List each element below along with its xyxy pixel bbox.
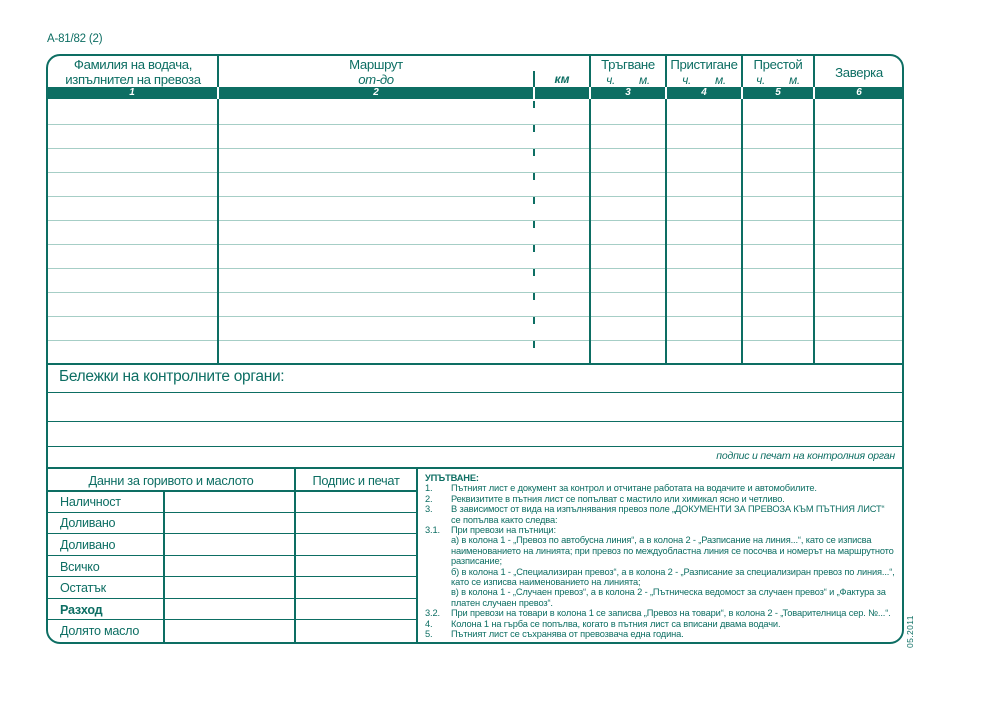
grid-vline: [589, 56, 591, 87]
grid-vline: [665, 99, 667, 363]
section-divider: [47, 363, 903, 365]
notes-signature-caption: подпис и печат на контролния орган: [716, 450, 895, 462]
edition-marking: 05.2011: [905, 615, 915, 648]
header-driver-column: [48, 58, 218, 87]
instruction-item-3: [425, 504, 896, 525]
driver-col-line2: изпълнител на превоза: [65, 71, 201, 87]
band-km-segment: [535, 87, 589, 99]
grid-vline-dashed: [533, 101, 535, 363]
instructions-title: УПЪТВАНЕ:: [425, 473, 479, 483]
notes-line: [48, 392, 902, 393]
header-departure-column: [591, 58, 665, 87]
grid-vline: [741, 99, 743, 363]
fuel-table-header: Данни за горивото и маслото: [88, 473, 254, 488]
grid-vline: [589, 99, 591, 363]
instruction-number: 3.2.: [425, 608, 440, 619]
instruction-text: а) в колона 1 - „Превоз по автобусна линия“, а в колона 2 - „Разписание на линия...“, като се изписва наименованието на линията; при превоз по междуобластна линия се посочва и номерът на маршрутното разписание;: [451, 535, 894, 567]
instruction-text: Пътният лист е документ за контрол и отчитане работата на водачите и автомобилите.: [451, 483, 817, 494]
instruction-text: б) в колона 1 - „Специализиран превоз“, а в колона 2 - „Разписание за специализиран превоз по линия...“, като се изписва наименованието на линията;: [451, 566, 895, 588]
fuel-row-refill-2: Доливано: [60, 537, 116, 552]
instruction-number: 5.: [425, 629, 433, 640]
instruction-item-2: [425, 494, 896, 504]
fuel-rows: [47, 491, 163, 642]
minutes-label: м.: [714, 72, 726, 87]
route-col-line2: от-до: [358, 71, 394, 87]
form-code: А-81/82 (2): [47, 33, 103, 45]
instruction-item-1: [425, 483, 896, 493]
instruction-text: Колона 1 на гърба се попълва, когато в пътния лист са вписани двама водачи.: [451, 618, 781, 629]
header-km-column: км: [554, 72, 570, 86]
notes-title: Бележки на контролните органи:: [59, 368, 285, 385]
hours-label: ч.: [756, 72, 765, 87]
header-stay-column: [743, 58, 813, 87]
row-line: [48, 340, 902, 341]
band-number-2: 2: [219, 87, 533, 99]
row-line: [48, 196, 902, 197]
hours-label: ч.: [606, 72, 615, 87]
fuel-row-added-oil: Долято масло: [60, 624, 140, 639]
band-number-6: 6: [815, 87, 903, 99]
instruction-item-3-1: [425, 525, 896, 535]
hours-label: ч.: [682, 72, 691, 87]
instruction-text: В зависимост от вида на изпълнявания превоз поле „ДОКУМЕНТИ ЗА ПРЕВОЗА КЪМ ПЪТНИЯ ЛИСТ“ се попълва както следва:: [451, 504, 885, 525]
header-arrival-column: [667, 58, 741, 87]
instruction-text: При превози на товари в колона 1 се записва „Превоз на товари“, в колона 2 - „Товарителница сер. №...“.: [451, 608, 891, 619]
grid-vline: [741, 56, 743, 87]
band-number-5: 5: [743, 87, 813, 99]
grid-vline: [813, 56, 815, 87]
row-line: [48, 244, 902, 245]
instruction-number: 3.1.: [425, 525, 440, 536]
row-line: [48, 148, 902, 149]
fuel-row-remainder: Остатък: [60, 581, 106, 596]
row-line: [48, 316, 902, 317]
instruction-text: Реквизитите в пътния лист се попълват с мастило или химикал ясно и четливо.: [451, 493, 785, 504]
header-route-column: [219, 58, 533, 87]
driver-col-line1: Фамилия на водача,: [73, 57, 193, 72]
fuel-row-refill-1: Доливано: [60, 516, 116, 531]
instruction-number: 1.: [425, 483, 433, 494]
minutes-label: м.: [638, 72, 650, 87]
route-col-line1: Маршрут: [349, 57, 403, 72]
fuel-row-availability: Наличност: [60, 494, 121, 509]
row-line: [48, 292, 902, 293]
departure-label: Тръгване: [601, 57, 655, 72]
fuel-vline: [294, 468, 296, 642]
fuel-row-total: Всичко: [60, 559, 100, 574]
arrival-label: Пристигане: [670, 57, 738, 72]
instruction-subitem-a: [451, 535, 896, 566]
instruction-number: 2.: [425, 493, 433, 504]
instruction-number: 3.: [425, 504, 433, 515]
band-number-1: 1: [47, 87, 217, 99]
row-line: [48, 268, 902, 269]
fuel-row-consumption: Разход: [60, 602, 103, 617]
header-verification-column: Заверка: [835, 65, 883, 80]
signature-column-header: Подпис и печат: [312, 473, 400, 488]
notes-line: [48, 446, 902, 447]
notes-line: [48, 421, 902, 422]
row-line: [48, 220, 902, 221]
instruction-text: При превози на пътници:: [451, 525, 556, 536]
instruction-text: Пътният лист се съхранява от превозвача една година.: [451, 629, 684, 640]
instructions-box: [418, 469, 900, 640]
instruction-item-5: [425, 629, 896, 639]
band-number-3: 3: [591, 87, 665, 99]
grid-vline: [665, 56, 667, 87]
instruction-text: в) в колона 1 - „Случаен превоз“, а в колона 2 - „Пътническа ведомост за случаен превоз“ и „Фактура за платен случаен превоз“.: [451, 587, 886, 608]
grid-vline: [813, 99, 815, 363]
instruction-subitem-v: [451, 587, 896, 608]
instruction-number: 4.: [425, 618, 433, 629]
instruction-subitem-b: [451, 567, 896, 588]
grid-vline: [217, 99, 219, 363]
grid-vline-km: [533, 71, 535, 87]
band-number-4: 4: [667, 87, 741, 99]
instruction-item-3-2: [425, 608, 896, 618]
row-line: [48, 172, 902, 173]
row-line: [48, 124, 902, 125]
fuel-vline: [163, 491, 165, 642]
instruction-item-4: [425, 619, 896, 629]
grid-vline: [217, 56, 219, 87]
minutes-label: м.: [788, 72, 800, 87]
stay-label: Престой: [753, 57, 803, 72]
